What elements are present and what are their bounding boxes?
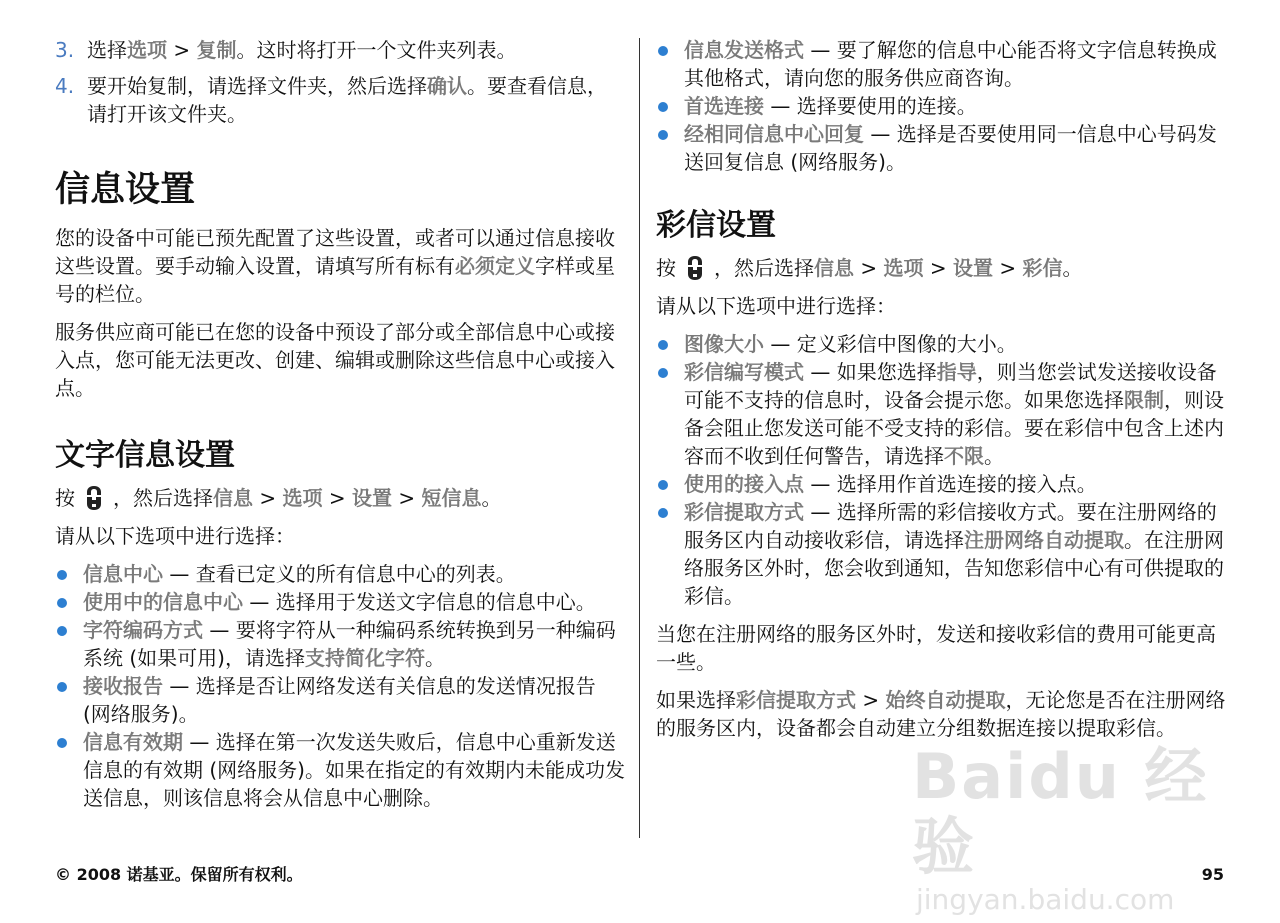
choose-instruction: 请从以下选项中进行选择： bbox=[656, 294, 896, 318]
step-text-post: 。这时将打开一个文件夹列表。 bbox=[236, 38, 517, 62]
bullet-icon bbox=[57, 598, 67, 608]
item-desc: — 选择用作首选连接的接入点。 bbox=[804, 472, 1097, 496]
left-column bbox=[55, 36, 625, 812]
path-messages: 信息 bbox=[213, 486, 253, 510]
list-item bbox=[656, 36, 1226, 92]
mms-settings-list bbox=[656, 330, 1226, 610]
item-desc-end: 。在注册网络服务区外时，您会收到通知，告知您彩信中心有可供提取的彩信。 bbox=[684, 528, 1224, 608]
press-instruction: 按 ，然后选择信息 > 选项 > 设置 > 短信息。 bbox=[55, 486, 502, 510]
bullet-icon bbox=[658, 340, 668, 350]
item-highlight: 指导 bbox=[936, 360, 977, 384]
item-desc-mid: ，则当您尝试发送接收设备可能不支持的信息时，设备会提示您。如果您选择 bbox=[684, 360, 1217, 412]
item-term: 彩信提取方式 bbox=[684, 500, 804, 524]
bullet-icon bbox=[57, 626, 67, 636]
path-messages: 信息 bbox=[814, 256, 854, 280]
step-number: 3. bbox=[55, 38, 75, 62]
bullet-icon bbox=[658, 480, 668, 490]
path-options: 选项 bbox=[282, 486, 323, 510]
sms-settings-list-continued bbox=[656, 36, 1226, 176]
step-text bbox=[87, 36, 516, 64]
item-term: 使用的接入点 bbox=[684, 472, 804, 496]
list-item bbox=[55, 616, 625, 672]
watermark-url: jingyan.baidu.com bbox=[916, 883, 1175, 916]
item-term: 首选连接 bbox=[684, 94, 764, 118]
copyright-notice: © 2008 诺基亚。保留所有权利。 bbox=[55, 865, 303, 884]
section-title-mms-settings: 彩信设置 bbox=[656, 208, 776, 243]
bullet-icon bbox=[57, 682, 67, 692]
path-separator: > bbox=[856, 688, 886, 712]
press-text: 按 bbox=[656, 256, 676, 280]
path-mms-retrieval: 彩信提取方式 bbox=[736, 688, 856, 712]
step-number: 4. bbox=[55, 74, 75, 98]
press-text-mid: ，然后选择 bbox=[113, 486, 213, 510]
list-item bbox=[656, 358, 1226, 470]
item-term: 图像大小 bbox=[684, 332, 764, 356]
menu-copy: 复制 bbox=[196, 38, 237, 62]
baidu-watermark bbox=[912, 740, 1212, 916]
sms-settings-list bbox=[55, 560, 625, 812]
bullet-icon bbox=[57, 570, 67, 580]
item-desc: — 选择用于发送文字信息的信息中心。 bbox=[243, 590, 596, 614]
item-term: 字符编码方式 bbox=[83, 618, 203, 642]
item-term: 信息有效期 bbox=[83, 730, 183, 754]
list-item bbox=[55, 560, 625, 588]
item-term: 使用中的信息中心 bbox=[83, 590, 243, 614]
item-desc: — 如果您选择 bbox=[804, 360, 937, 384]
intro-paragraph-2: 服务供应商可能已在您的设备中预设了部分或全部信息中心或接入点，您可能无法更改、创建、编辑或删除这些信息中心或接入点。 bbox=[55, 320, 615, 400]
item-desc: — 查看已定义的所有信息中心的列表。 bbox=[163, 562, 516, 586]
item-desc: — 要了解您的信息中心能否将文字信息转换成其他格式，请向您的服务供应商咨询。 bbox=[684, 38, 1217, 90]
column-divider bbox=[639, 38, 640, 838]
list-item bbox=[55, 728, 625, 812]
list-item bbox=[656, 120, 1226, 176]
bullet-icon bbox=[658, 46, 668, 56]
item-term: 接收报告 bbox=[83, 674, 163, 698]
path-options: 选项 bbox=[883, 256, 924, 280]
item-term: 彩信编写模式 bbox=[684, 360, 804, 384]
para-text: 如果选择 bbox=[656, 688, 736, 712]
step-text-post: 。要查看信息，请打开该文件夹。 bbox=[87, 74, 607, 126]
step-3 bbox=[55, 36, 625, 64]
item-desc: — 选择所需的彩信接收方式。要在注册网络的服务区内自动接收彩信，请选择 bbox=[684, 500, 1217, 552]
bullet-icon bbox=[57, 738, 67, 748]
intro-paragraph-1 bbox=[55, 224, 625, 308]
mms-retrieval-paragraph bbox=[656, 686, 1226, 742]
item-desc: — 选择要使用的连接。 bbox=[764, 94, 977, 118]
list-item bbox=[656, 92, 1226, 120]
item-desc: — 要将字符从一种编码系统转换到另一种编码系统 (如果可用)，请选择 bbox=[83, 618, 616, 670]
press-text: 按 bbox=[55, 486, 75, 510]
list-item bbox=[656, 498, 1226, 610]
item-desc-end: 。 bbox=[424, 646, 445, 670]
step-text bbox=[87, 72, 625, 128]
step-text-pre: 要开始复制，请选择文件夹，然后选择 bbox=[87, 74, 427, 98]
item-highlight: 注册网络自动提取 bbox=[964, 528, 1124, 552]
menu-confirm: 确认 bbox=[427, 74, 467, 98]
list-item bbox=[656, 470, 1226, 498]
path-always-auto: 始终自动提取 bbox=[885, 688, 1006, 712]
list-item bbox=[55, 588, 625, 616]
bullet-icon bbox=[658, 368, 668, 378]
list-item bbox=[656, 330, 1226, 358]
nokia-menu-key-icon bbox=[686, 255, 704, 281]
press-text-end: 。 bbox=[1062, 256, 1083, 280]
section-title-message-settings: 信息设置 bbox=[55, 170, 196, 210]
path-sms: 短信息 bbox=[421, 486, 482, 510]
bullet-icon bbox=[658, 508, 668, 518]
press-text-mid: ，然后选择 bbox=[714, 256, 814, 280]
para-text-end: ，无论您是否在注册网络的服务区内，设备都会自动建立分组数据连接以提取彩信。 bbox=[656, 688, 1226, 740]
path-settings: 设置 bbox=[952, 256, 993, 280]
item-desc: — 选择是否要使用同一信息中心号码发送回复信息 (网络服务)。 bbox=[684, 122, 1217, 174]
step-4 bbox=[55, 72, 625, 128]
press-instruction: 按 ，然后选择信息 > 选项 > 设置 > 彩信。 bbox=[656, 256, 1083, 280]
item-desc: — 定义彩信中图像的大小。 bbox=[764, 332, 1017, 356]
list-item bbox=[55, 672, 625, 728]
section-title-text-message-settings: 文字信息设置 bbox=[55, 438, 235, 473]
intro-text-end: 字样或星号的栏位。 bbox=[55, 254, 615, 306]
item-term: 信息发送格式 bbox=[684, 38, 804, 62]
press-text-end: 。 bbox=[481, 486, 502, 510]
menu-option: 选项 bbox=[127, 38, 167, 62]
item-desc-mid: ，则设备会阻止您发送可能不受支持的彩信。要在彩信中包含上述内容而不收到任何警告，请选择 bbox=[684, 388, 1224, 468]
nokia-menu-key-icon bbox=[85, 485, 103, 511]
item-desc: — 选择在第一次发送失败后，信息中心重新发送信息的有效期 (网络服务)。如果在指定的有效期内未能成功发送信息，则该信息将会从信息中心删除。 bbox=[83, 730, 625, 810]
bullet-icon bbox=[658, 130, 668, 140]
bullet-icon bbox=[658, 102, 668, 112]
item-term: 经相同信息中心回复 bbox=[684, 122, 864, 146]
path-settings: 设置 bbox=[351, 486, 392, 510]
path-mms: 彩信 bbox=[1022, 256, 1063, 280]
step-text-pre: 选择 bbox=[87, 38, 127, 62]
item-highlight: 限制 bbox=[1124, 388, 1164, 412]
item-desc: — 选择是否让网络发送有关信息的发送情况报告 (网络服务)。 bbox=[83, 674, 596, 726]
item-term: 信息中心 bbox=[83, 562, 163, 586]
item-desc-end: 。 bbox=[984, 444, 1004, 468]
choose-instruction: 请从以下选项中进行选择： bbox=[55, 524, 295, 548]
item-highlight: 支持简化字符 bbox=[304, 646, 425, 670]
intro-text: 您的设备中可能已预先配置了这些设置，或者可以通过信息接收这些设置。要手动输入设置，请填写所有标有 bbox=[55, 226, 615, 278]
mms-cost-paragraph: 当您在注册网络的服务区外时，发送和接收彩信的费用可能更高一些。 bbox=[656, 622, 1216, 674]
item-highlight: 不限 bbox=[944, 444, 984, 468]
right-column bbox=[656, 36, 1226, 752]
required-label: 必须定义 bbox=[455, 254, 535, 278]
page-number: 95 bbox=[1201, 865, 1224, 884]
watermark-logo: Baidu 经验 bbox=[912, 740, 1209, 883]
path-separator: > bbox=[167, 38, 197, 62]
